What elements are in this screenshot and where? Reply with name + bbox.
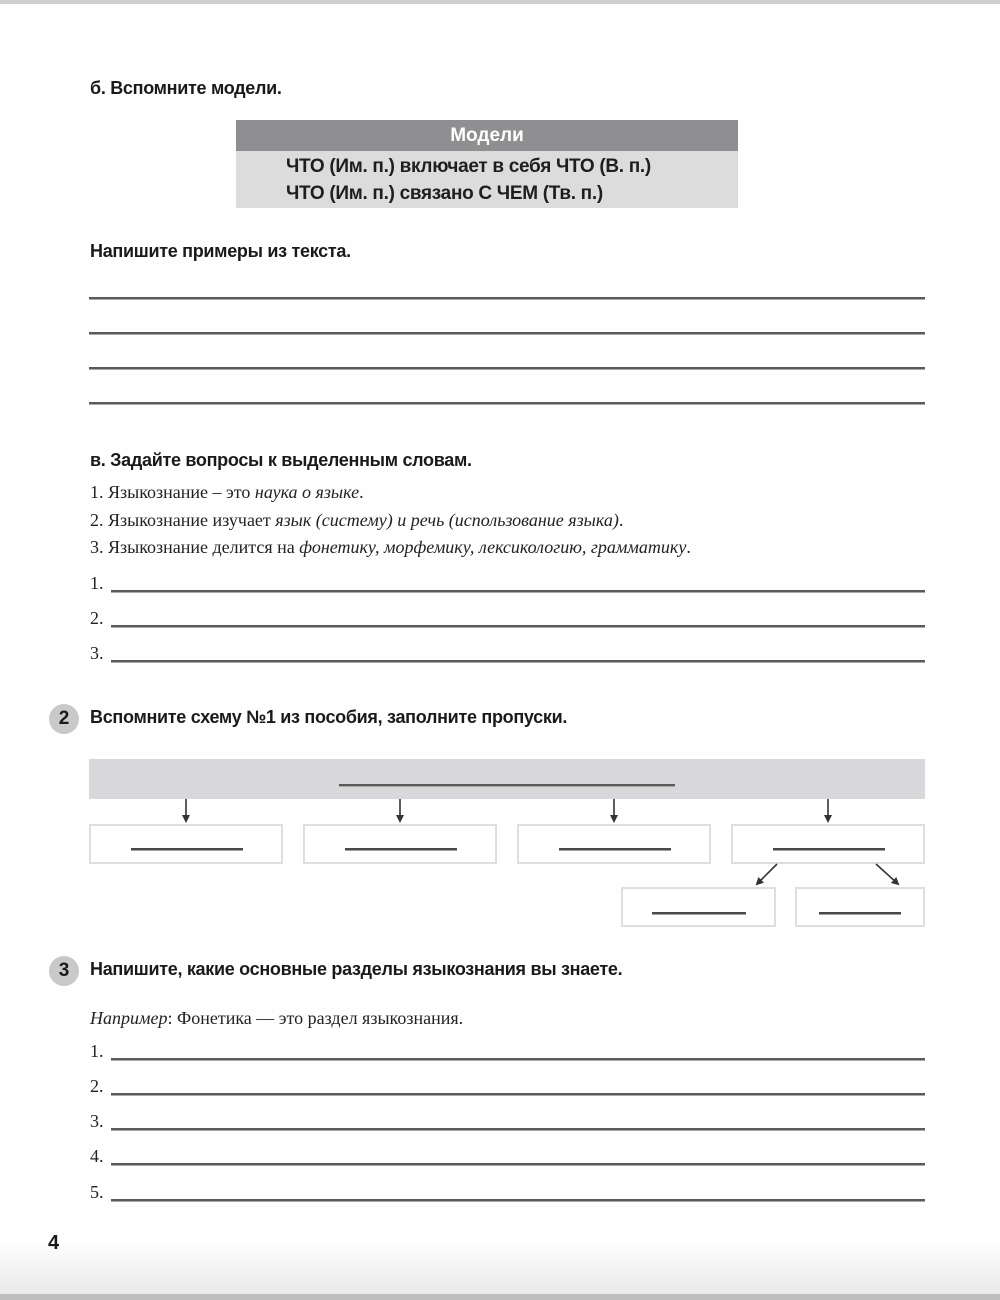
models-table-body [236,151,738,208]
models-table-header: Модели [236,120,738,151]
task-2-heading: Вспомните схему №1 из пособия, заполните пропуски. [90,707,568,727]
task-v-heading: в. Задайте вопросы к выделенным словам. [90,450,472,470]
scheme-box-3 [517,824,711,864]
scheme-box-1-blank[interactable] [131,848,243,850]
sentence-2-end: . [618,510,624,530]
answer-line-3-2[interactable] [111,1093,925,1095]
sentence-1 [90,482,364,503]
page-number: 4 [48,1232,60,1254]
scheme-box-4 [731,824,925,864]
sentence-2-text: Языкознание изучает [108,510,276,530]
answer-line-b-3[interactable] [89,367,925,369]
task-3-badge: 3 [49,956,79,986]
scheme-box-2 [303,824,497,864]
sentence-1-text: Языкознание – это [108,482,255,502]
task-b-heading: б. Вспомните модели. [90,78,282,98]
answer-v-2-label: 2. [90,608,104,628]
answer-3-5-label: 5. [90,1182,104,1202]
sentence-2-highlight: язык (систему) и речь (использование языка) [275,510,619,530]
scheme-box-1 [89,824,283,864]
page-bottom-border [0,1294,1000,1300]
scheme-box-4a-blank[interactable] [652,912,746,914]
scheme-box-2-blank[interactable] [345,848,457,850]
models-table [236,120,738,208]
answer-3-1-label: 1. [90,1041,104,1061]
models-row-1: ЧТО (Им. п.) включает в себя ЧТО (В. п.) [286,156,651,177]
task-b-instruction: Напишите примеры из текста. [90,241,351,261]
task-3-example [90,1008,463,1029]
sentence-2 [90,510,623,531]
scheme-box-4b [795,887,925,927]
answer-v-1-label: 1. [90,573,104,593]
arrow-down-left-icon [757,864,777,884]
answer-line-3-5[interactable] [111,1199,925,1201]
page-bottom-fade [0,1240,1000,1295]
answer-3-3-label: 3. [90,1111,104,1131]
sentence-2-num: 2. [90,510,104,530]
arrow-down-right-icon [876,864,898,884]
scheme-root-box [89,759,925,799]
sentence-1-num: 1. [90,482,104,502]
answer-line-v-1[interactable] [111,590,925,592]
sentence-3 [90,537,691,558]
scheme-box-4-blank[interactable] [773,848,885,850]
answer-3-2-label: 2. [90,1076,104,1096]
answer-line-3-3[interactable] [111,1128,925,1130]
answer-3-4-label: 4. [90,1146,104,1166]
example-label: Например [90,1008,168,1028]
task-2-badge: 2 [49,704,79,734]
scheme-box-4b-blank[interactable] [819,912,901,914]
sentence-3-highlight: фонетику, морфемику, лексикологию, грамматику [299,537,687,557]
answer-v-3-label: 3. [90,643,104,663]
scheme-box-4a [621,887,776,927]
answer-line-b-2[interactable] [89,332,925,334]
sentence-1-highlight: наука о языке [254,482,360,502]
task-3-heading: Напишите, какие основные разделы языкознания вы знаете. [90,959,623,979]
example-text: : Фонетика — это раздел языкознания. [167,1008,464,1028]
sentence-3-num: 3. [90,537,104,557]
scheme-root-blank[interactable] [339,784,675,786]
page-top-border [0,0,1000,4]
sentence-3-text: Языкознание делится на [108,537,300,557]
answer-line-b-4[interactable] [89,402,925,404]
scheme-box-3-blank[interactable] [559,848,671,850]
answer-line-v-3[interactable] [111,660,925,662]
sentence-3-end: . [686,537,691,557]
sentence-1-end: . [359,482,364,502]
answer-line-3-4[interactable] [111,1163,925,1165]
answer-line-3-1[interactable] [111,1058,925,1060]
answer-line-v-2[interactable] [111,625,925,627]
answer-line-b-1[interactable] [89,297,925,299]
models-row-2: ЧТО (Им. п.) связано С ЧЕМ (Тв. п.) [286,183,603,204]
